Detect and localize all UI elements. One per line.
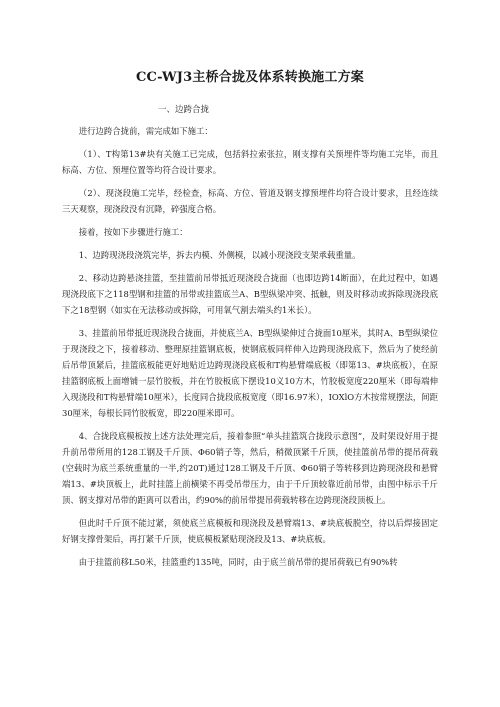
paragraph-continued: 由于挂篮前移L50米，挂篮重约135吨，同时，由于底兰前吊带的提吊荷载已有90%转 <box>78 557 398 567</box>
paragraph-condition-1: （1）、T构第13#块有关施工已完成，包括斜拉索张拉，刚支撑有关预埋件等均施工完毕，而且标高、方位、预埋位置等均符合设计要求。 <box>62 149 438 175</box>
paragraph-steps-intro: 接着，按如下步骤进行施工： <box>78 227 188 237</box>
paragraph-step-3: 3、挂篮前吊带抵近现浇段合拢面，并使底兰A、B型纵梁伸过合拢面10厘米，其时A、B型纵梁位于现浇段之下，接着移动、整理原挂篮钢底板，使钢底板同样伸入边跨现浇段底下，然后为了使经前后吊带顶紧后，挂篮底板能更好地贴近边跨现浇段底板和T构悬臂端底板（即第13、#块底板），在原挂篮钢底板上面增铺一层竹胶板，并在竹胶板底下摆设10义10方木，竹胶板宽度220厘米（即每端伸入现浇段和T构悬臂端10厘米），长度同合拢段底板宽度（即16.97米），IOXlO方木按常规摆法，间距30厘米，每根长同竹胶板宽，即220厘米即可。 <box>62 328 438 418</box>
section-heading: 一、边跨合拢 <box>158 105 210 115</box>
document-title: CC-WJ3主桥合拢及体系转换施工方案 <box>136 70 364 85</box>
paragraph-step-4: 4、合拢段底模板按上述方法处理完后，接着参照“单头挂篮筑合拢段示意图”，及时架设好用于提升前吊带所用的128工钢及千斤顶、Φ60销子等，然后，稍微顶紧千斤顶，使挂篮前吊带的提吊荷载(空载时为底兰系统重量的一半,约20T)通过128工钢及千斤顶、Φ60销子等转移到边跨现浇段和悬臂端13、#块顶板上，此时挂篮上前横梁不再受吊带压力，由于千斤顶较靠近前吊带，由图中标示千斤顶、钢支撑对吊带的距离可以看出，约90%的前吊带提吊荷载转移在边跨现浇段顶板上。 <box>62 431 438 505</box>
paragraph-note: 但此时千斤顶不能过紧，须使底兰底模板和现浇段及悬臂端13、#块底板脱空，待以后焊接固定好钢支撑骨架后，再打紧千斤顶，使底模板紧贴现浇段及13、#块底板。 <box>62 518 438 544</box>
paragraph-intro: 进行边跨合拢前，需完成如下施工： <box>78 126 213 136</box>
paragraph-step-1: 1、边跨现浇段浇筑完毕，拆去内模、外侧模，以减小现浇段支架承载重量。 <box>78 250 361 260</box>
paragraph-step-2: 2、移动边跨悬浇挂篮，至挂篮前吊带抵近现浇段合拢面（也即边跨14断面），在此过程中，如遇现浇段底下之118型钢和挂篮的吊带或挂篮底兰A、B型纵梁冲突、抵触，则及时移动或拆除现浇段底下之18型钢（如实在无法移动或拆除，可用氧气割去端头约1米长）。 <box>62 273 438 315</box>
paragraph-condition-2: （2）、现浇段施工完毕，经检查，标高、方位、管道及钢支撑预埋件均符合设计要求，且经连续三天观察，现浇段没有沉降，碎强度合格。 <box>62 188 438 214</box>
